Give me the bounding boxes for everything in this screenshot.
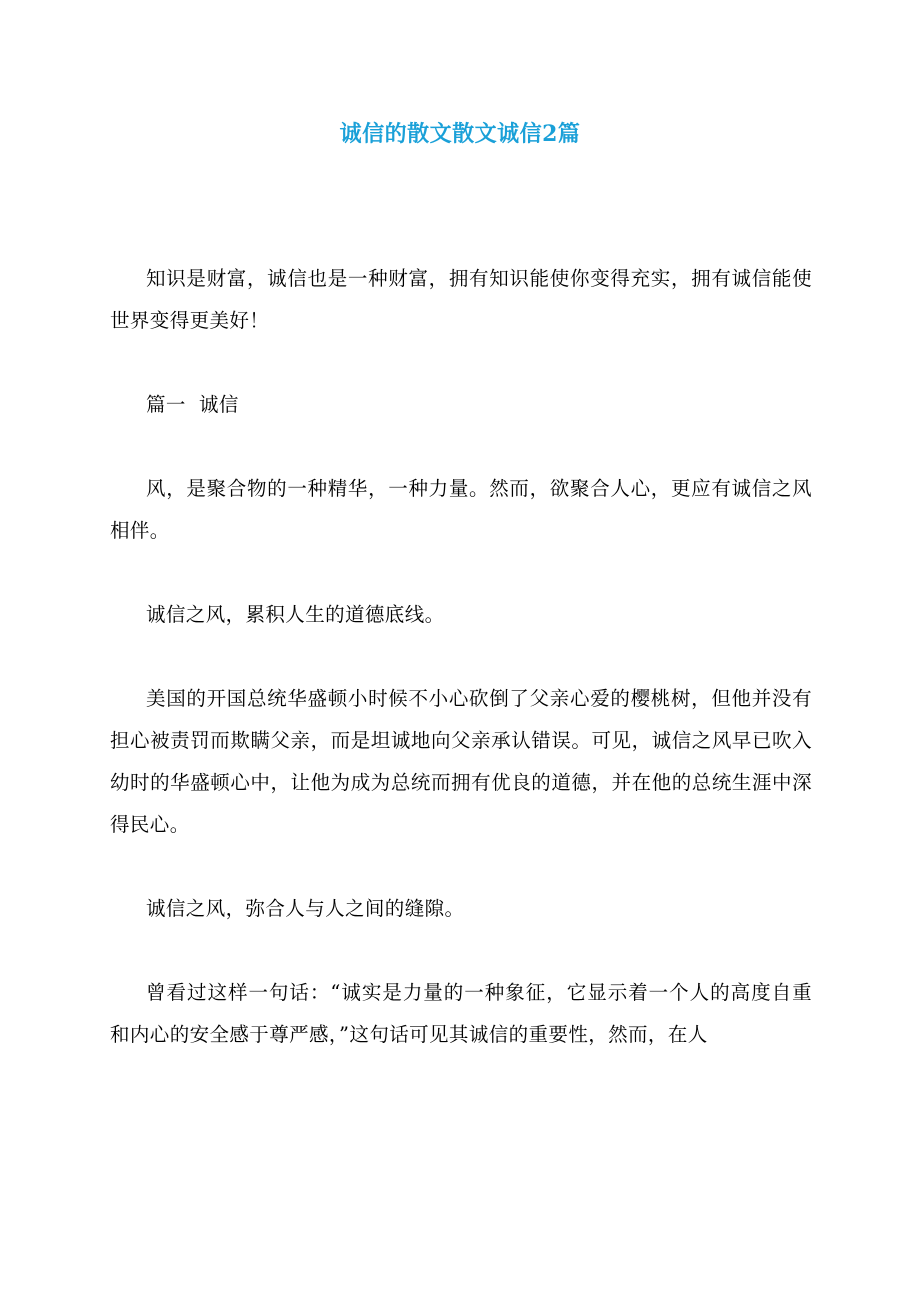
section-heading: 篇一 诚信 bbox=[146, 393, 239, 416]
paragraph-quote: 曾看过这样一句话：“诚实是力量的一种象征，它显示着一个人的高度自重和内心的安全感于尊严感，”这句话可见其诚信的重要性，然而，在人 bbox=[110, 981, 812, 1046]
paragraph-moral-baseline: 诚信之风，累积人生的道德底线。 bbox=[146, 603, 445, 626]
document-body bbox=[110, 258, 812, 1056]
document-title: 诚信的散文散文诚信2篇 bbox=[339, 121, 581, 147]
paragraph-wind: 风，是聚合物的一种精华，一种力量。然而，欲聚合人心，更应有诚信之风相伴。 bbox=[110, 477, 812, 542]
paragraph-intro: 知识是财富，诚信也是一种财富，拥有知识能使你变得充实，拥有诚信能使世界变得更美好！ bbox=[110, 267, 812, 332]
paragraph-bridging: 诚信之风，弥合人与人之间的缝隙。 bbox=[146, 897, 465, 920]
paragraph-washington: 美国的开国总统华盛顿小时候不小心砍倒了父亲心爱的樱桃树，但他并没有担心被责罚而欺瞒父亲，而是坦诚地向父亲承认错误。可见，诚信之风早已吹入幼时的华盛顿心中，让他为成为总统而拥有优良的道德，并在他的总统生涯中深得民心。 bbox=[110, 687, 812, 836]
